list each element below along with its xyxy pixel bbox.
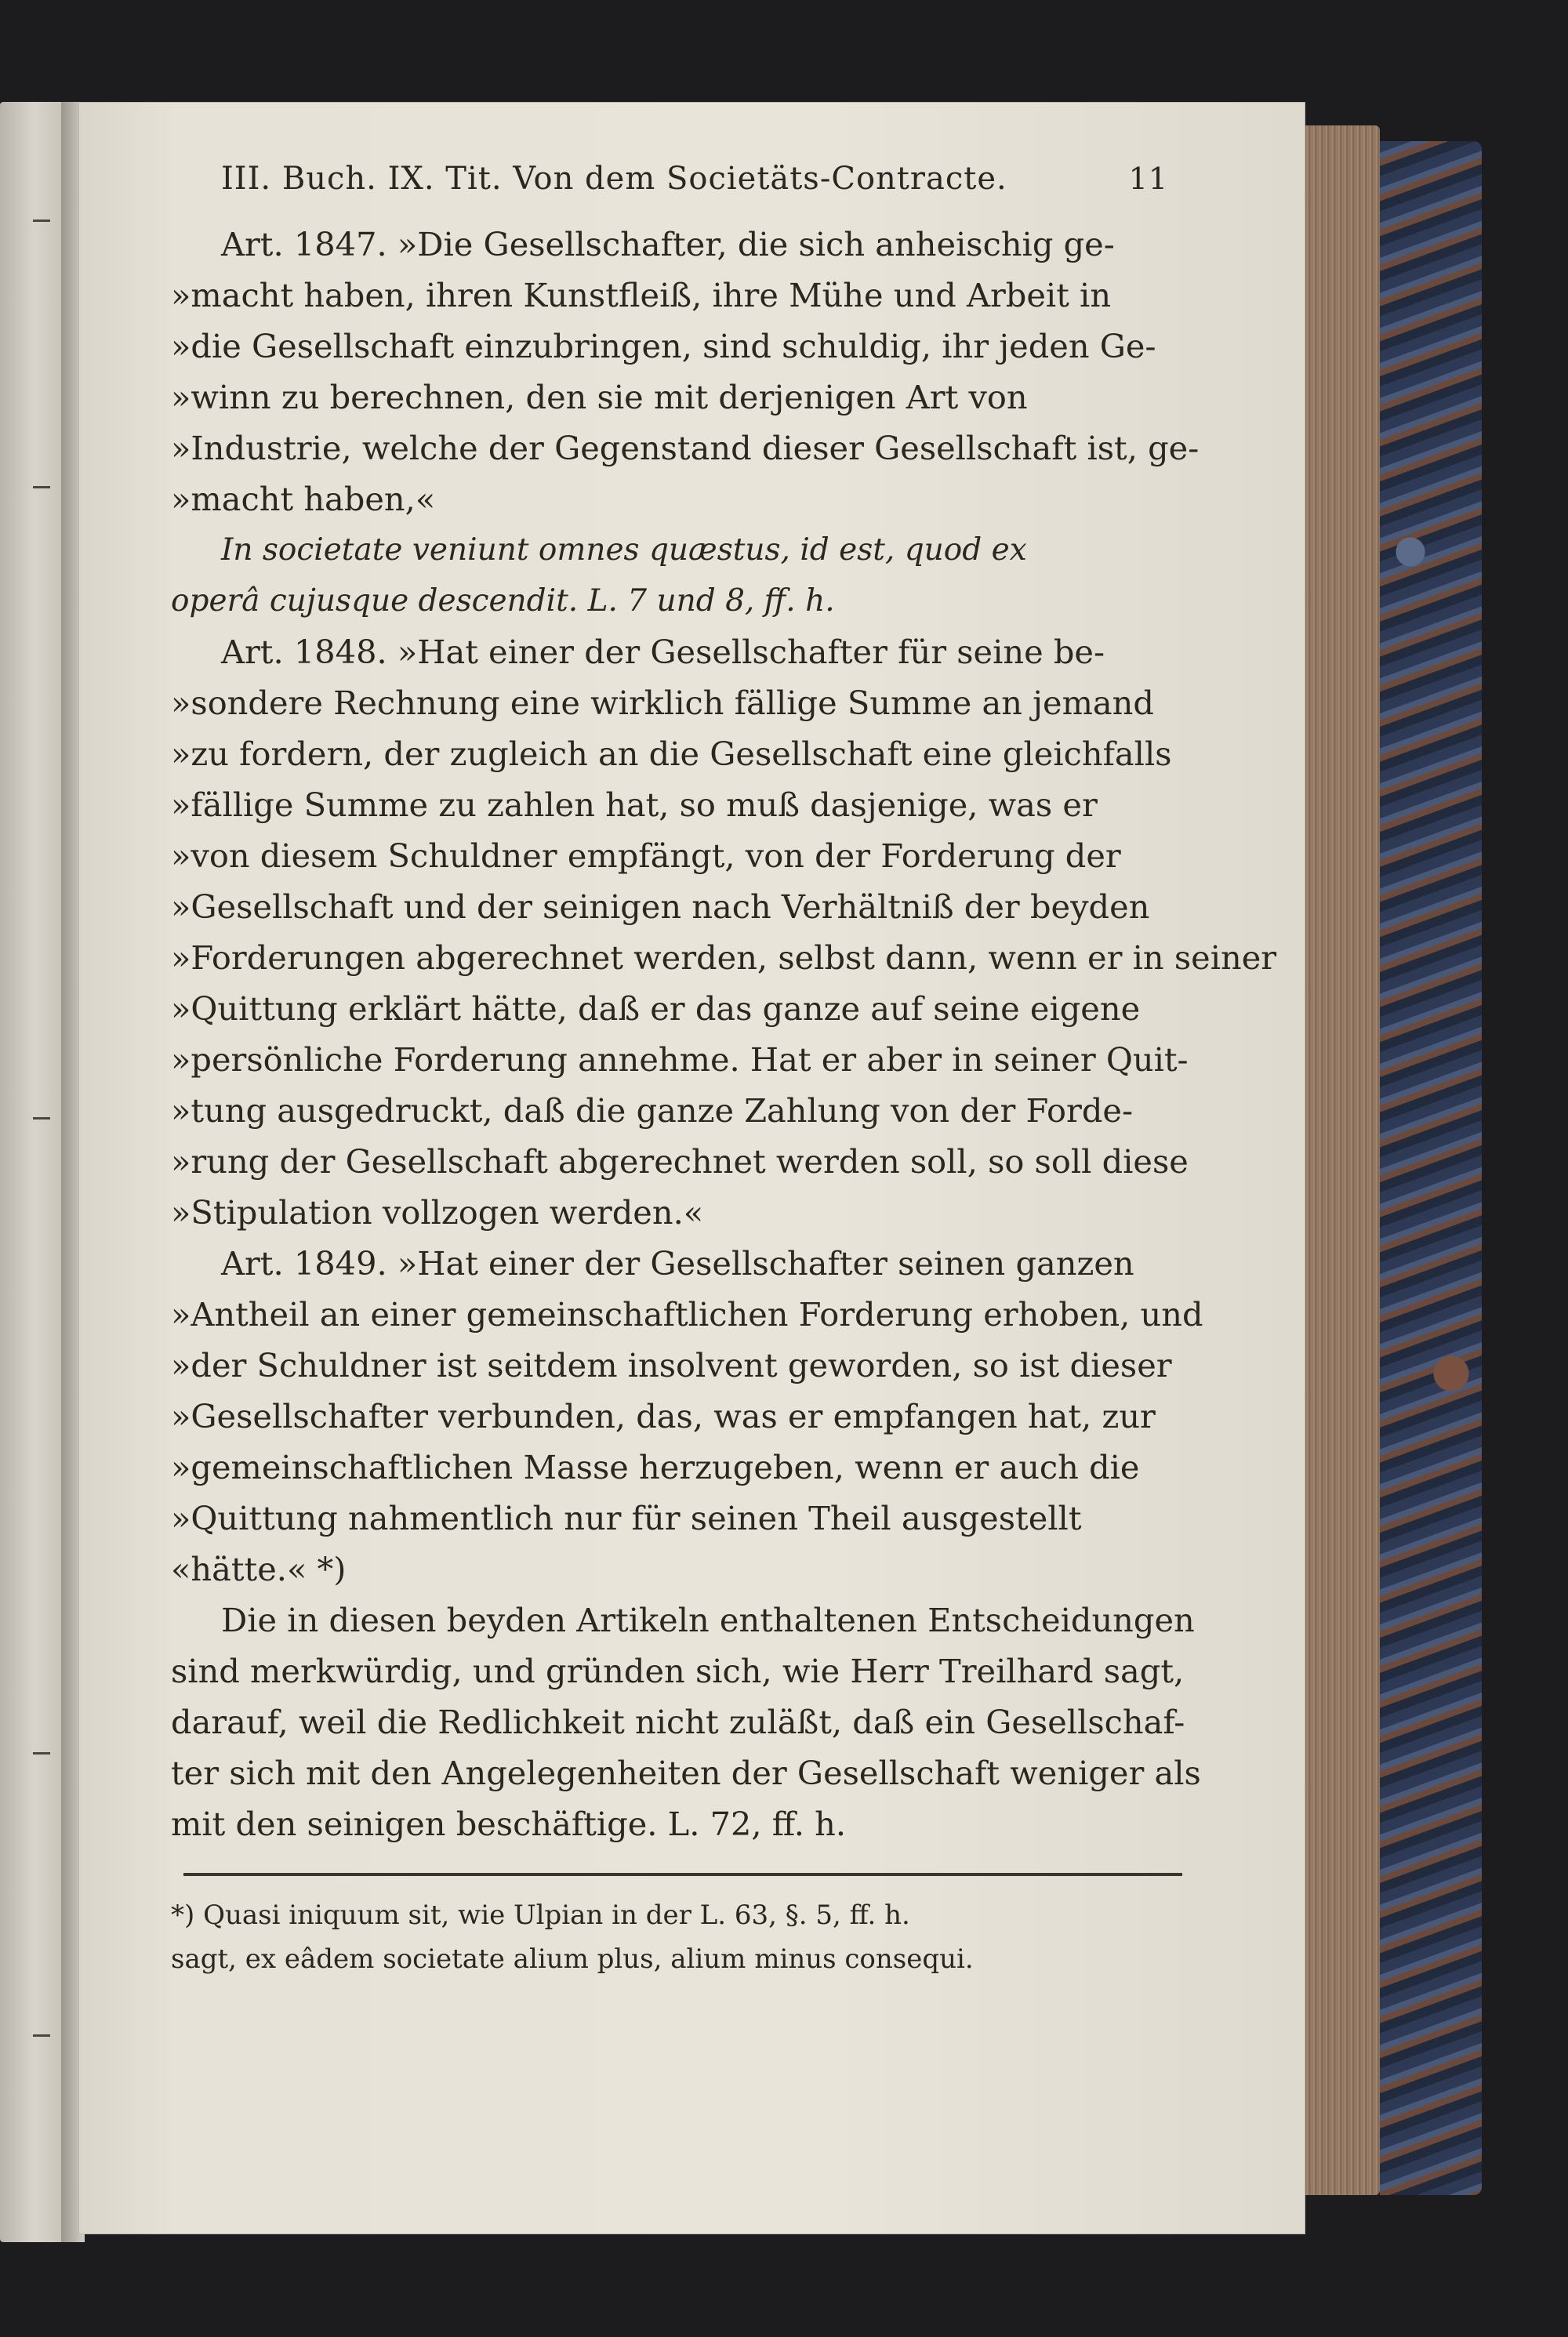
text-line: »persönliche Forderung annehme. Hat er aber in seiner Quit- bbox=[171, 1040, 1189, 1079]
text-line: Die in diesen beyden Artikeln enthaltenen Entscheidungen bbox=[221, 1601, 1195, 1639]
page-number: 11 bbox=[1128, 161, 1168, 196]
text-line: Art. 1848. »Hat einer der Gesellschafter für seine be- bbox=[221, 633, 1105, 671]
text-line: »macht haben,« bbox=[171, 480, 436, 518]
left-facing-page bbox=[0, 102, 61, 2242]
article-1847 bbox=[171, 219, 1200, 524]
article-1849 bbox=[171, 1238, 1203, 1595]
text-line: »zu fordern, der zugleich an die Gesellschaft eine gleichfalls bbox=[171, 735, 1172, 773]
footnote bbox=[171, 1893, 1174, 1981]
footnote-rule bbox=[183, 1873, 1182, 1876]
text-line: »tung ausgedruckt, daß die ganze Zahlung von der Forde- bbox=[171, 1091, 1134, 1130]
margin-mark bbox=[33, 1752, 50, 1755]
text-line: Art. 1847. »Die Gesellschafter, die sich anheischig ge- bbox=[221, 225, 1115, 263]
footnote-line: sagt, ex eâdem societate alium plus, alium minus consequi. bbox=[171, 1943, 974, 1975]
margin-mark bbox=[33, 2034, 50, 2037]
footnote-line: *) Quasi iniquum sit, wie Ulpian in der L. 63, §. 5, ff. h. bbox=[171, 1900, 910, 1931]
header-title: III. Buch. IX. Tit. Von dem Societäts-Contracte. bbox=[221, 161, 1007, 197]
margin-mark bbox=[33, 220, 50, 222]
text-line: In societate veniunt omnes quæstus, id est, quod ex bbox=[221, 532, 1027, 568]
marbled-cover bbox=[1380, 141, 1482, 2195]
text-line: »der Schuldner ist seitdem insolvent geworden, so ist dieser bbox=[171, 1346, 1172, 1384]
text-line: »Stipulation vollzogen werden.« bbox=[171, 1193, 704, 1232]
text-line: mit den seinigen beschäftige. L. 72, ff. h. bbox=[171, 1805, 847, 1843]
text-line: «hätte.« *) bbox=[171, 1550, 347, 1588]
text-line: »Industrie, welche der Gegenstand dieser Gesellschaft ist, ge- bbox=[171, 429, 1200, 467]
text-line: »Quittung erklärt hätte, daß er das ganze auf seine eigene bbox=[171, 989, 1141, 1028]
margin-mark bbox=[33, 1117, 50, 1120]
text-line: »Gesellschaft und der seinigen nach Verhältniß der beyden bbox=[171, 887, 1150, 926]
text-line: »rung der Gesellschaft abgerechnet werden soll, so soll diese bbox=[171, 1142, 1189, 1181]
running-header bbox=[171, 161, 1174, 197]
margin-mark bbox=[33, 486, 50, 488]
text-line: »Forderungen abgerechnet werden, selbst dann, wenn er in seiner bbox=[171, 938, 1277, 977]
text-line: »winn zu berechnen, den sie mit derjenigen Art von bbox=[171, 378, 1028, 416]
text-line: »Gesellschafter verbunden, das, was er empfangen hat, zur bbox=[171, 1397, 1156, 1435]
commentary-paragraph bbox=[171, 1595, 1201, 1849]
text-line: operâ cujusque descendit. L. 7 und 8, ff. h. bbox=[171, 583, 835, 619]
text-line: Art. 1849. »Hat einer der Gesellschafter seinen ganzen bbox=[221, 1244, 1134, 1283]
text-line: »von diesem Schuldner empfängt, von der Forderung der bbox=[171, 836, 1121, 875]
text-line: »Quittung nahmentlich nur für seinen Theil ausgestellt bbox=[171, 1499, 1082, 1537]
text-line: sind merkwürdig, und gründen sich, wie Herr Treilhard sagt, bbox=[171, 1652, 1185, 1690]
latin-citation bbox=[171, 524, 1174, 626]
text-line: »macht haben, ihren Kunstfleiß, ihre Mühe und Arbeit in bbox=[171, 276, 1112, 314]
text-line: »fällige Summe zu zahlen hat, so muß dasjenige, was er bbox=[171, 786, 1098, 824]
page-fore-edge bbox=[1305, 125, 1380, 2195]
text-line: darauf, weil die Redlichkeit nicht zuläßt, daß ein Gesellschaf- bbox=[171, 1703, 1185, 1741]
text-line: »Antheil an einer gemeinschaftlichen Forderung erhoben, und bbox=[171, 1295, 1203, 1334]
text-line: ter sich mit den Angelegenheiten der Gesellschaft weniger als bbox=[171, 1754, 1201, 1792]
text-line: »gemeinschaftlichen Masse herzugeben, wenn er auch die bbox=[171, 1448, 1140, 1486]
text-line: »die Gesellschaft einzubringen, sind schuldig, ihr jeden Ge- bbox=[171, 327, 1156, 365]
text-line: »sondere Rechnung eine wirklich fällige Summe an jemand bbox=[171, 684, 1154, 722]
article-1848 bbox=[171, 626, 1277, 1238]
page-content bbox=[171, 161, 1277, 1981]
